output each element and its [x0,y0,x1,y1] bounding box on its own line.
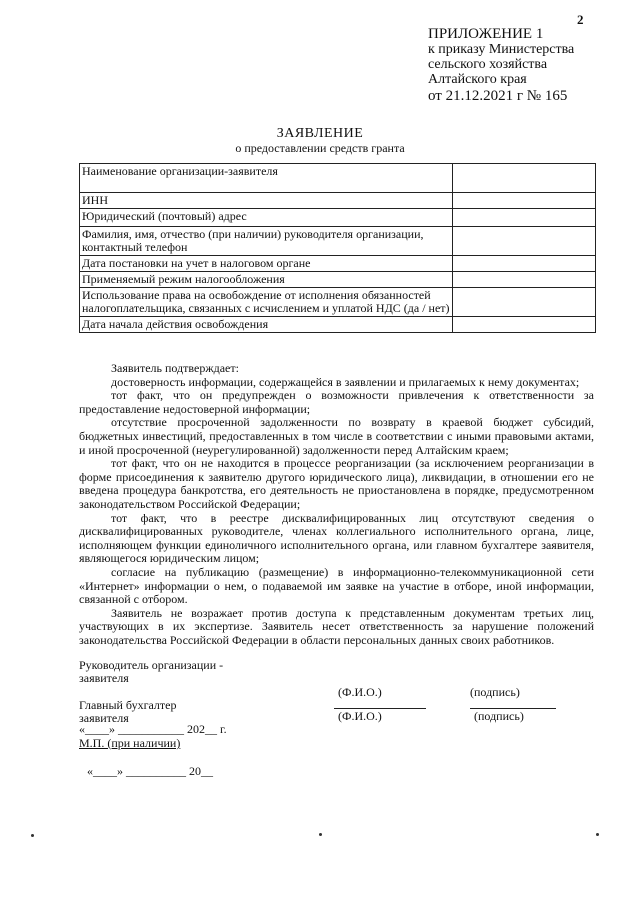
appendix-line-4: Алтайского края [428,72,527,87]
table-row [80,317,596,333]
head-label [79,659,223,685]
table-row [80,288,596,317]
head-label-line-1: Руководитель организации - [79,658,224,672]
scan-speck [596,833,599,836]
field-tax-regime[interactable] [453,272,596,288]
row-label-tax-regime: Применяемый режим налогообложения [80,272,453,288]
paragraph: Заявитель не возражает против доступа к представленным документам третьих лиц, участвующих в их экспертизе. Заявитель несет ответственность за нарушение положений законодательства Российской Федерации в области персональных данных своих работников. [79,605,594,647]
paragraph: Заявитель подтверждает: [111,361,239,375]
document-title: ЗАЯВЛЕНИЕ [276,126,364,141]
field-address[interactable] [453,209,596,227]
row-label-exemption-start-date: Дата начала действия освобождения [80,317,453,333]
fio-caption-1: (Ф.И.О.) [338,685,382,699]
table-row [80,193,596,209]
accountant-label-line-2: заявителя [79,711,129,725]
page-number: 2 [577,12,584,27]
field-exemption-start-date[interactable] [453,317,596,333]
signature-caption-1: (подпись) [470,685,520,699]
field-inn[interactable] [453,193,596,209]
table-row [80,256,596,272]
appendix-title: ПРИЛОЖЕНИЕ 1 [428,26,544,42]
appendix-date-number: от 21.12.2021 г № 165 [428,88,568,104]
signature-caption-2: (подпись) [474,709,524,723]
appendix-line-2: к приказу Министерства [428,42,575,57]
stamp-label: М.П. (при наличии) [79,736,181,750]
scan-speck [31,834,34,837]
row-label-vat-exemption: Использование права на освобождение от исполнения обязанностей налогоплательщика, связанных с исчислением и уплатой НДС (да / нет) [80,288,453,317]
paragraph: тот факт, что он предупрежден о возможности привлечения к ответственности за предоставление недостоверной информации; [79,388,594,416]
scan-speck [319,833,322,836]
field-tax-registration-date[interactable] [453,256,596,272]
field-vat-exemption[interactable] [453,288,596,317]
date-field-1[interactable]: «____» ___________ 202__ г. [79,722,227,736]
row-label-head-name: Фамилия, имя, отчество (при наличии) руководителя организации, контактный телефон [80,227,453,256]
paragraph: достоверность информации, содержащейся в заявлении и прилагаемых к нему документах; [111,374,580,389]
field-org-name[interactable] [453,164,596,193]
paragraph: тот факт, что в реестре дисквалифицированных лиц отсутствуют сведения о дисквалифицированных руководителе, членах коллегиального исполнительного органа, лице, исполняющем функции единоличного исполнительного органа, или главном бухгалтере заявителя, являющегося юридическим лицом; [79,510,594,566]
document-subtitle: о предоставлении средств гранта [235,141,405,155]
declaration-text [79,362,594,647]
appendix-header [428,27,574,104]
head-label-line-2: заявителя [79,671,129,685]
date-field-2[interactable]: «____» __________ 20__ [87,764,213,778]
row-label-tax-registration-date: Дата постановки на учет в налоговом органе [80,256,453,272]
paragraph: отсутствие просроченной задолженности по возврату в краевой бюджет субсидий, бюджетных инвестиций, предоставленных в том числе в соответствии с иными правовыми актами, и иной просроченной (неурегулированной) задолженности перед Алтайским краем; [79,415,594,457]
field-head-name[interactable] [453,227,596,256]
paragraph: согласие на публикацию (размещение) в информационно-телекоммуникационной сети «Интернет» информации о нем, о подаваемой им заявке на участие в отборе, иной информации, связанной с отбором. [79,564,594,607]
row-label-address: Юридический (почтовый) адрес [80,209,453,227]
table-row [80,227,596,256]
row-label-org-name: Наименование организации-заявителя [80,164,453,193]
table-row [80,164,596,193]
appendix-line-3: сельского хозяйства [428,57,548,72]
table-row [80,209,596,227]
fio-caption-2: (Ф.И.О.) [338,709,382,723]
row-label-inn: ИНН [80,193,453,209]
table-row [80,272,596,288]
applicant-info-table [79,163,596,333]
paragraph: тот факт, что он не находится в процессе реорганизации (за исключением реорганизации в форме присоединения к заявителю другого юридического лица), ликвидации, в отношении его не введена процедура банкротства, его деятельность не приостановлена в порядке, предусмотренном законодательством Российской Федерации; [79,456,594,511]
accountant-label-line-1: Главный бухгалтер [79,698,177,712]
